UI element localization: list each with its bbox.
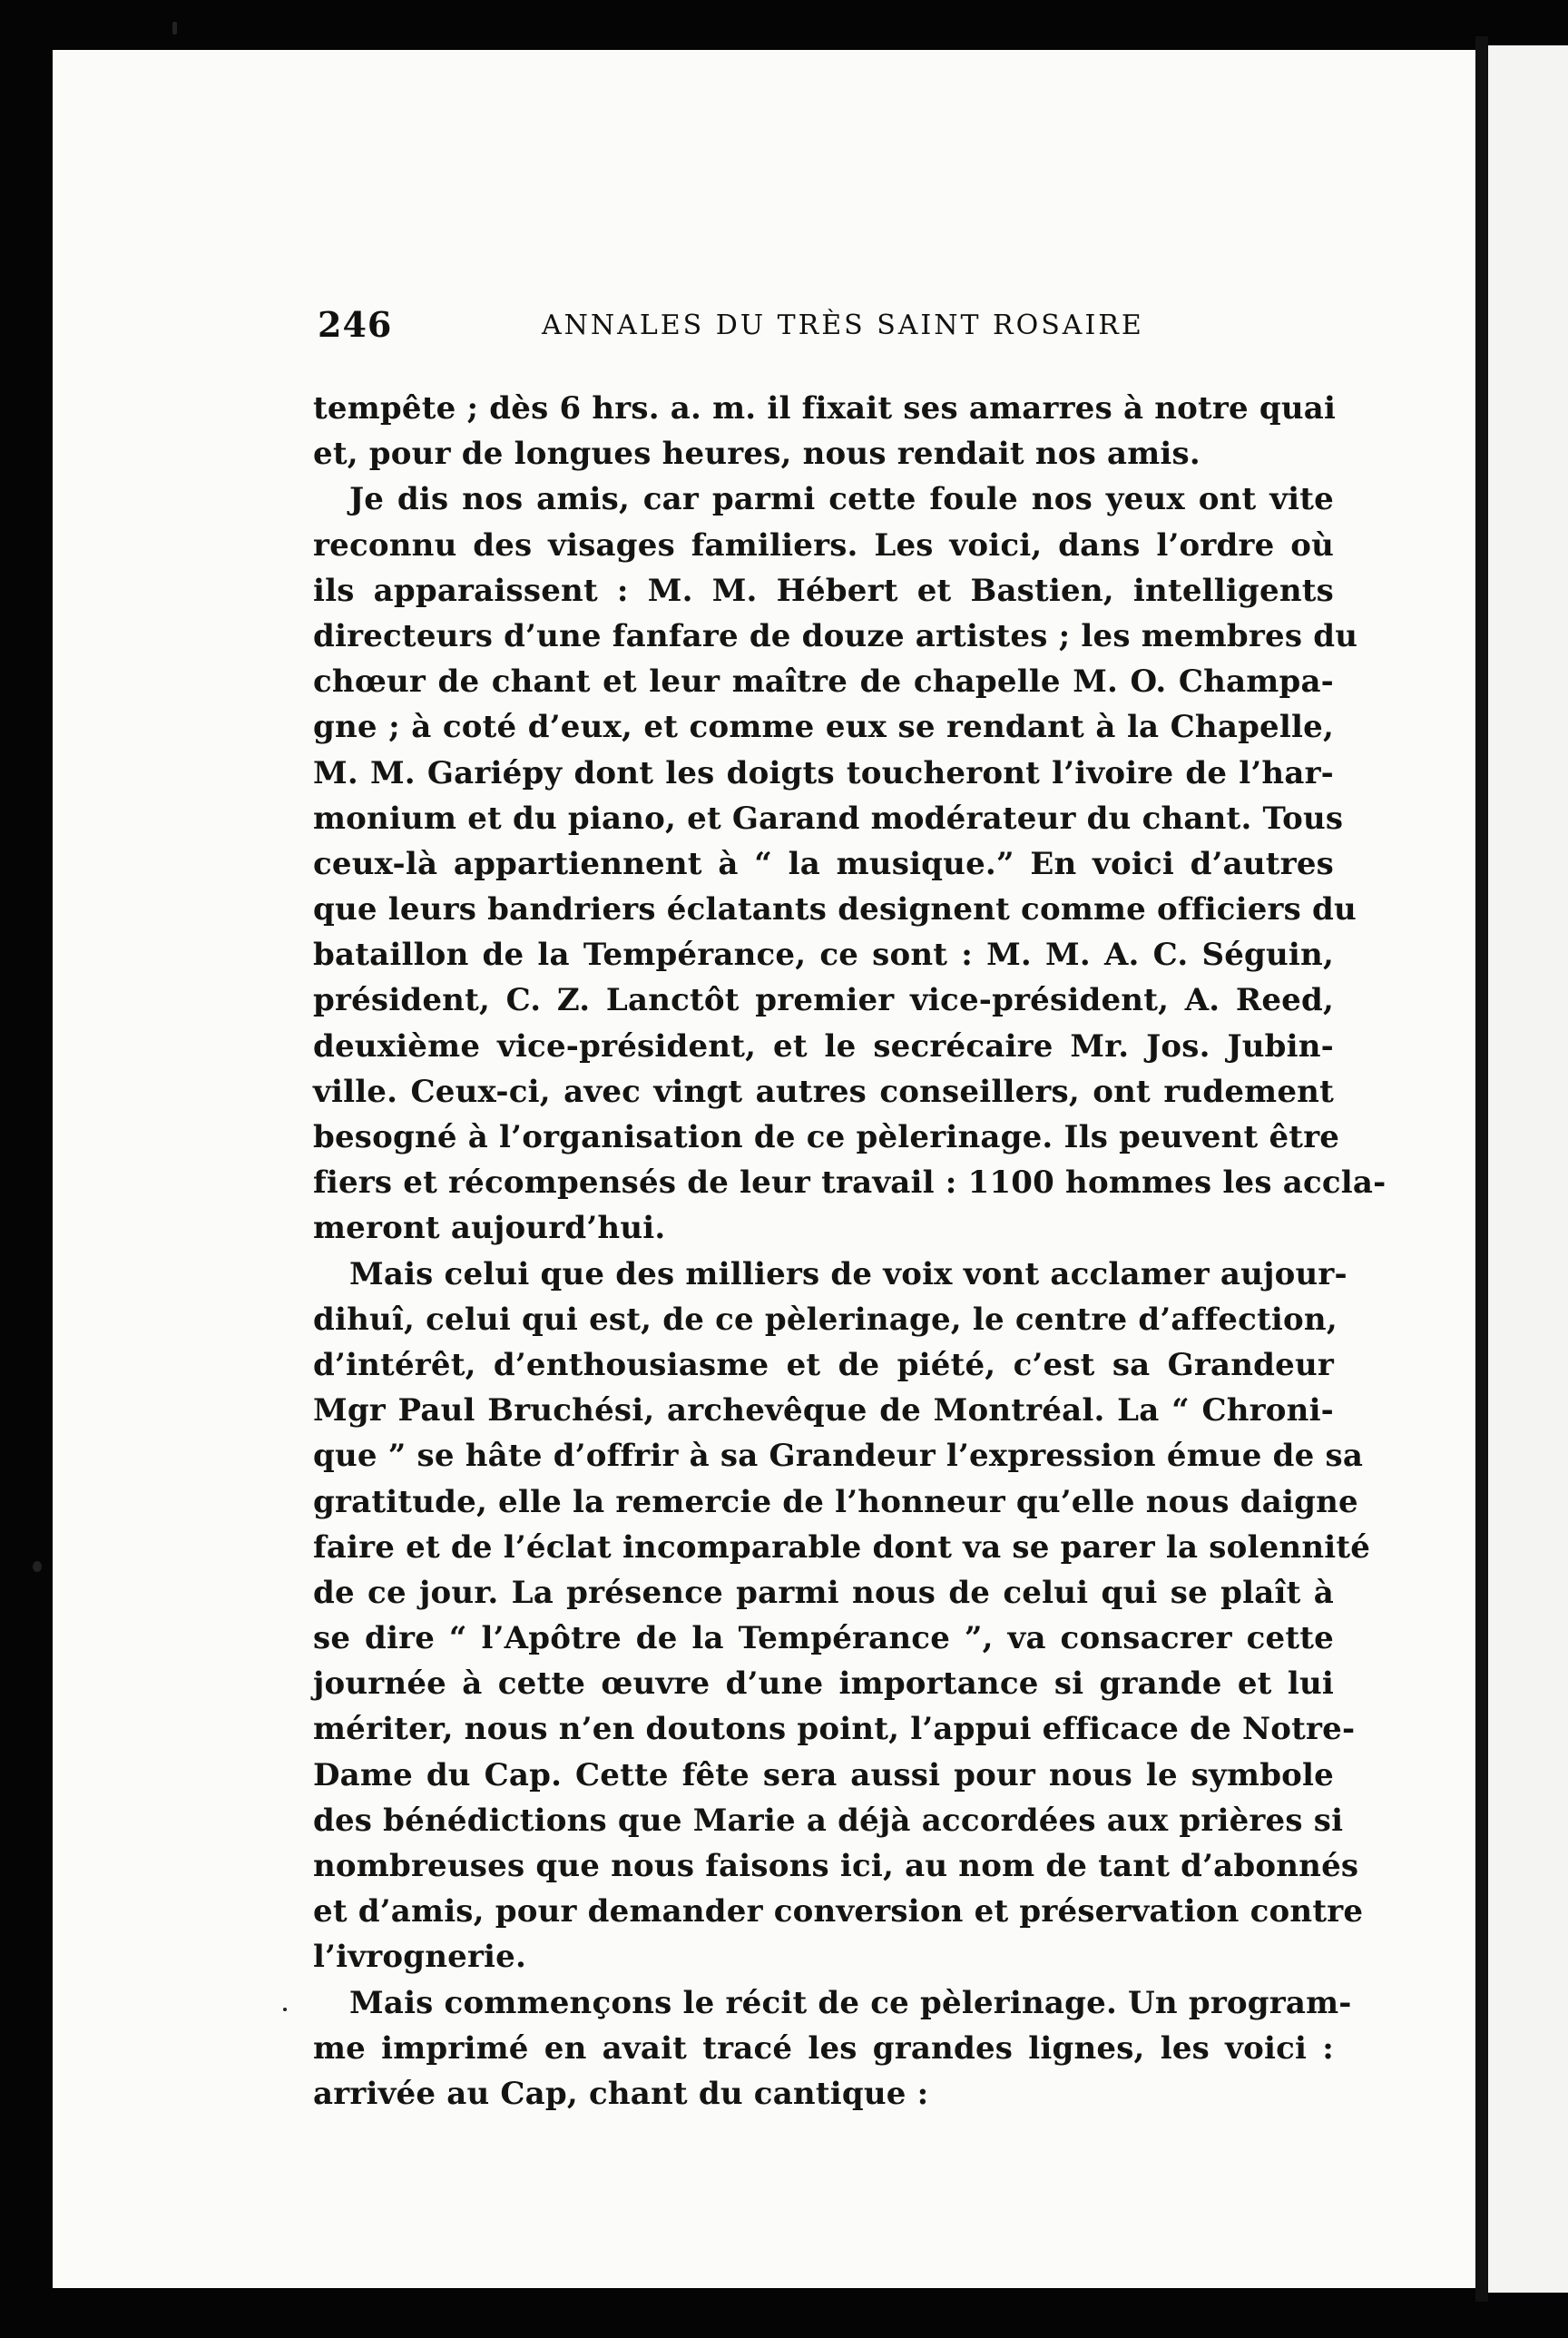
text-line: et d’amis, pour demander conversion et préservation contre xyxy=(313,1893,1364,1930)
text-line: tempête ; dès 6 hrs. a. m. il fixait ses amarres à notre quai xyxy=(313,390,1337,427)
page-number: 246 xyxy=(318,304,393,345)
text-line: ils apparaissent : M. M. Hébert et Bastien, intelligents xyxy=(313,572,1334,609)
body-text xyxy=(313,386,1387,2117)
text-line: président, C. Z. Lanctôt premier vice-président, A. Reed, xyxy=(313,982,1334,1019)
text-line: ceux-là appartiennent à “ la musique.” En voici d’autres xyxy=(313,845,1334,882)
binding-shadow xyxy=(1475,36,1488,2302)
text-line: mériter, nous n’en doutons point, l’appui efficace de Notre- xyxy=(313,1711,1356,1748)
text-line: gne ; à coté d’eux, et comme eux se rendant à la Chapelle, xyxy=(313,709,1334,746)
text-line: Mais commençons le récit de ce pèlerinage. Un program- xyxy=(349,1984,1352,2021)
text-line: journée à cette œuvre d’une importance si grande et lui xyxy=(313,1665,1334,1703)
text-line: Mais celui que des milliers de voix vont acclamer aujour- xyxy=(349,1255,1348,1292)
text-line: Je dis nos amis, car parmi cette foule nos yeux ont vite xyxy=(349,481,1334,518)
scan-speck xyxy=(172,22,177,34)
text-line: que ” se hâte d’offrir à sa Grandeur l’expression émue de sa xyxy=(313,1438,1364,1475)
scan-speck xyxy=(283,2008,287,2011)
running-head xyxy=(318,304,1180,359)
text-line: l’ivrognerie. xyxy=(313,1939,527,1976)
text-line: ville. Ceux-ci, avec vingt autres conseillers, ont rudement xyxy=(313,1073,1334,1110)
text-line: que leurs bandriers éclatants designent comme officiers du xyxy=(313,891,1357,928)
text-line: arrivée au Cap, chant du cantique : xyxy=(313,2075,929,2112)
text-line: des bénédictions que Marie a déjà accordées aux prières si xyxy=(313,1802,1344,1839)
text-line: directeurs d’une fanfare de douze artistes ; les membres du xyxy=(313,617,1358,654)
text-line: d’intérêt, d’enthousiasme et de piété, c’est sa Grandeur xyxy=(313,1346,1334,1383)
text-line: faire et de l’éclat incomparable dont va se parer la solennité xyxy=(313,1528,1371,1566)
text-line: fiers et récompensés de leur travail : 1100 hommes les accla- xyxy=(313,1164,1387,1202)
text-line: nombreuses que nous faisons ici, au nom de tant d’abonnés xyxy=(313,1848,1359,1884)
text-line: M. M. Gariépy dont les doigts toucheront l’ivoire de l’har- xyxy=(313,754,1334,791)
text-line: Mgr Paul Bruchési, archevêque de Montréal. La “ Chroni- xyxy=(313,1392,1334,1429)
text-line: se dire “ l’Apôtre de la Tempérance ”, va consacrer cette xyxy=(313,1620,1334,1657)
text-line: besogné à l’organisation de ce pèlerinage. Ils peuvent être xyxy=(313,1119,1340,1155)
scan-speck xyxy=(33,1561,42,1572)
text-line: bataillon de la Tempérance, ce sont : M. M. A. C. Séguin, xyxy=(313,937,1334,974)
text-line: reconnu des visages familiers. Les voici, dans l’ordre où xyxy=(313,526,1334,564)
facing-page-edge xyxy=(1488,45,1568,2293)
text-line: de ce jour. La présence parmi nous de celui qui se plaît à xyxy=(313,1574,1334,1611)
running-title: ANNALES DU TRÈS SAINT ROSAIRE xyxy=(542,309,1144,341)
text-line: gratitude, elle la remercie de l’honneur qu’elle nous daigne xyxy=(313,1483,1358,1520)
text-line: monium et du piano, et Garand modérateur du chant. Tous xyxy=(313,800,1344,837)
text-line: me imprimé en avait tracé les grandes lignes, les voici : xyxy=(313,2029,1334,2067)
text-line: Dame du Cap. Cette fête sera aussi pour nous le symbole xyxy=(313,1756,1334,1793)
text-line: meront aujourd’hui. xyxy=(313,1210,666,1247)
text-line: dihuî, celui qui est, de ce pèlerinage, le centre d’affection, xyxy=(313,1301,1338,1338)
text-line: deuxième vice-président, et le secrécaire Mr. Jos. Jubin- xyxy=(313,1027,1334,1065)
text-line: et, pour de longues heures, nous rendait nos amis. xyxy=(313,436,1200,473)
text-line: chœur de chant et leur maître de chapelle M. O. Champa- xyxy=(313,663,1334,701)
